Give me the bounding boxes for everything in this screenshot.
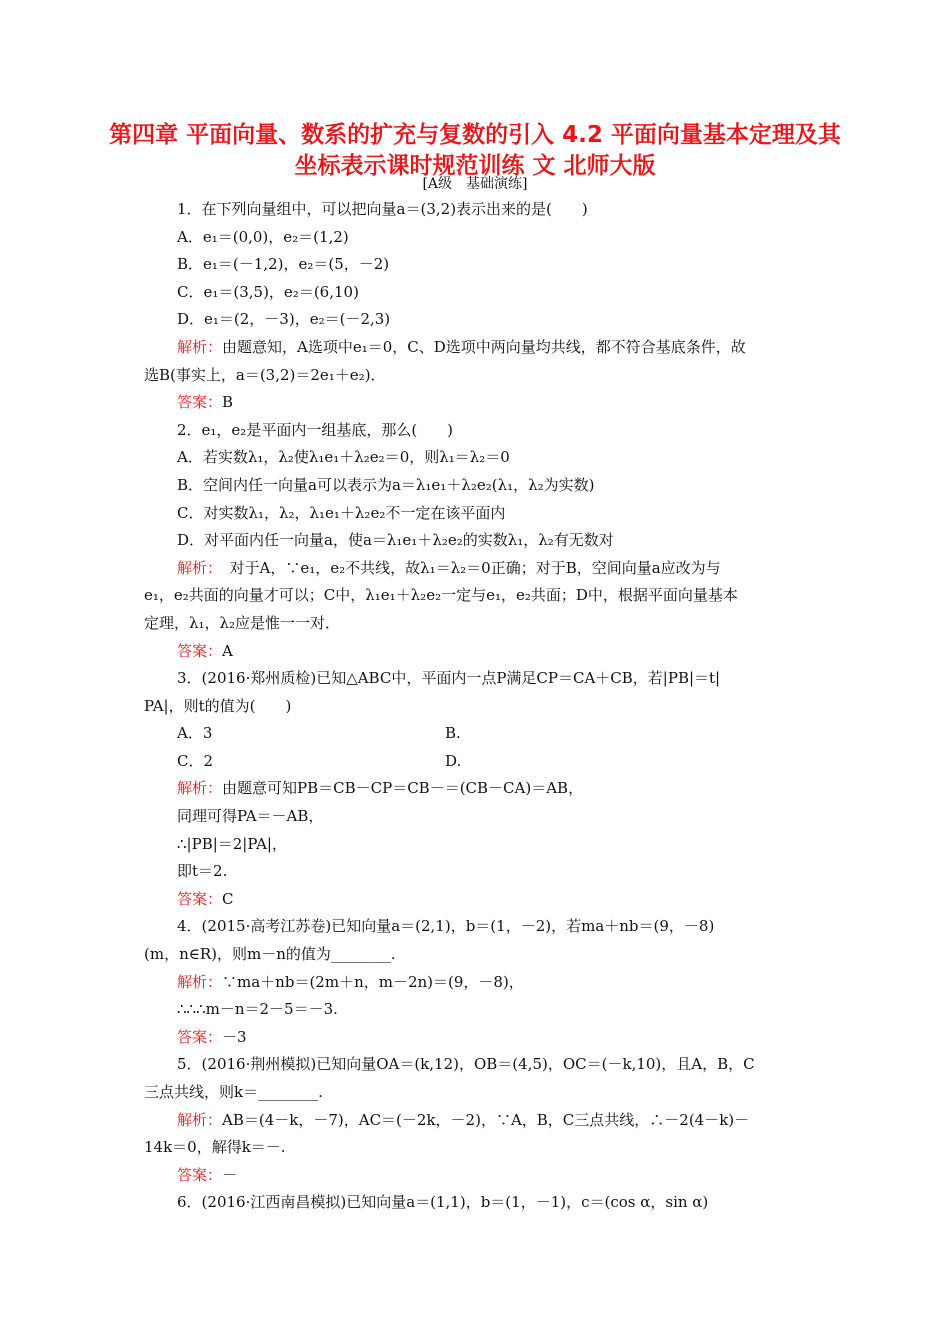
q3-analysis: 解析：由题意可知PB＝CB－CP＝CB－＝(CB－CA)＝AB， <box>177 779 584 798</box>
q3-options-row <box>144 748 824 776</box>
q3-option-b: B. <box>445 724 461 743</box>
q1-option-a: A．e₁＝(0,0)，e₂＝(1,2) <box>177 227 349 246</box>
analysis-label: 解析： <box>177 558 215 577</box>
q1-stem: 1．在下列向量组中，可以把向量a＝(3,2)表示出来的是( ) <box>177 200 588 218</box>
q2-option-b: B．空间内任一向量a可以表示为a＝λ₁e₁＋λ₂e₂(λ₁，λ₂为实数) <box>177 475 595 494</box>
q4-analysis-cont: ∴∴∴m－n＝2－5＝－3. <box>177 1000 338 1019</box>
q2-answer: 答案：A <box>177 641 233 660</box>
q5-stem: 5．(2016·荆州模拟)已知向量OA＝(k,12)，OB＝(4,5)，OC＝(－k,10)，且A，B，C <box>177 1055 755 1074</box>
answer-label: 答案： <box>177 393 223 412</box>
page-title: 第四章 平面向量、数系的扩充与复数的引入 4.2 平面向量基本定理及其坐标表示课时规范训练 文 北师大版 <box>109 122 841 179</box>
q1-analysis: 解析：由题意知，A选项中e₁＝0，C、D选项中两向量均共线，都不符合基底条件，故 <box>177 337 746 356</box>
answer-label: 答案： <box>177 641 223 660</box>
analysis-label: 解析： <box>177 972 223 991</box>
q1-option-c: C．e₁＝(3,5)，e₂＝(6,10) <box>177 282 359 301</box>
answer-label: 答案： <box>177 1027 223 1046</box>
analysis-label: 解析： <box>177 779 223 798</box>
q4-stem: 4．(2015·高考江苏卷)已知向量a＝(2,1)，b＝(1，－2)，若ma＋nb＝(9，－8) <box>177 917 715 936</box>
q2-option-c: C．对实数λ₁，λ₂，λ₁e₁＋λ₂e₂不一定在该平面内 <box>177 503 506 522</box>
q3-options-row <box>144 720 824 748</box>
q5-stem-cont: 三点共线，则k＝________. <box>144 1083 323 1101</box>
q2-analysis-cont: 定理，λ₁，λ₂应是惟一一对． <box>144 613 341 632</box>
q3-analysis-cont: ∴|PB|＝2|PA|， <box>177 834 287 853</box>
q3-analysis-cont: 同理可得PA＝－AB， <box>177 807 324 826</box>
q3-stem-cont: PA|，则t的值为( ) <box>144 696 292 715</box>
q1-option-d: D．e₁＝(2，－3)，e₂＝(－2,3) <box>177 310 391 329</box>
q1-option-b: B．e₁＝(－1,2)，e₂＝(5，－2) <box>177 255 390 274</box>
analysis-label: 解析： <box>177 337 223 356</box>
q6-stem: 6．(2016·江西南昌模拟)已知向量a＝(1,1)，b＝(1，－1)，c＝(cos α，sin α) <box>177 1193 709 1212</box>
q2-stem: 2．e₁，e₂是平面内一组基底，那么( ) <box>177 420 454 439</box>
q1-analysis-cont: 选B(事实上，a＝(3,2)＝2e₁＋e₂)． <box>144 365 386 384</box>
q3-answer: 答案：C <box>177 889 234 908</box>
q4-stem-cont: (m，n∈R)，则m－n的值为________. <box>144 945 396 964</box>
q2-option-d: D．对平面内任一向量a，使a＝λ₁e₁＋λ₂e₂的实数λ₁，λ₂有无数对 <box>177 531 614 550</box>
q3-stem: 3．(2016·郑州质检)已知△ABC中，平面内一点P满足CP＝CA＋CB，若|PB|＝t| <box>177 669 721 688</box>
q4-answer: 答案：－3 <box>177 1027 247 1046</box>
q2-analysis-cont: e₁，e₂共面的向量才可以；C中，λ₁e₁＋λ₂e₂一定与e₁，e₂共面；D中，根据平面向量基本 <box>144 586 738 605</box>
q2-analysis: 解析： 对于A，∵e₁，e₂不共线，故λ₁＝λ₂＝0正确；对于B，空间向量a应改为与 <box>177 558 721 577</box>
q3-option-c: C．2 <box>177 751 214 770</box>
q4-analysis: 解析：∵ma＋nb＝(2m＋n，m－2n)＝(9，－8)， <box>177 972 524 991</box>
q1-answer: 答案：B <box>177 393 234 412</box>
analysis-label: 解析： <box>177 1110 223 1129</box>
answer-label: 答案： <box>177 1165 223 1184</box>
q5-analysis: 解析：AB＝(4－k，－7)，AC＝(－2k，－2)，∵A，B，C三点共线，∴－2(4－k)－ <box>177 1110 750 1129</box>
answer-label: 答案： <box>177 889 223 908</box>
exercise-content <box>144 196 824 1217</box>
q5-analysis-cont: 14k＝0，解得k＝－. <box>144 1138 286 1157</box>
q5-answer: 答案：－ <box>177 1165 238 1184</box>
q3-option-d: D. <box>445 751 462 770</box>
section-subtitle: [A级 基础演练] <box>422 176 528 192</box>
q3-analysis-cont: 即t＝2. <box>177 862 228 881</box>
q3-option-a: A．3 <box>177 724 213 743</box>
q2-option-a: A．若实数λ₁，λ₂使λ₁e₁＋λ₂e₂＝0，则λ₁＝λ₂＝0 <box>177 448 510 467</box>
